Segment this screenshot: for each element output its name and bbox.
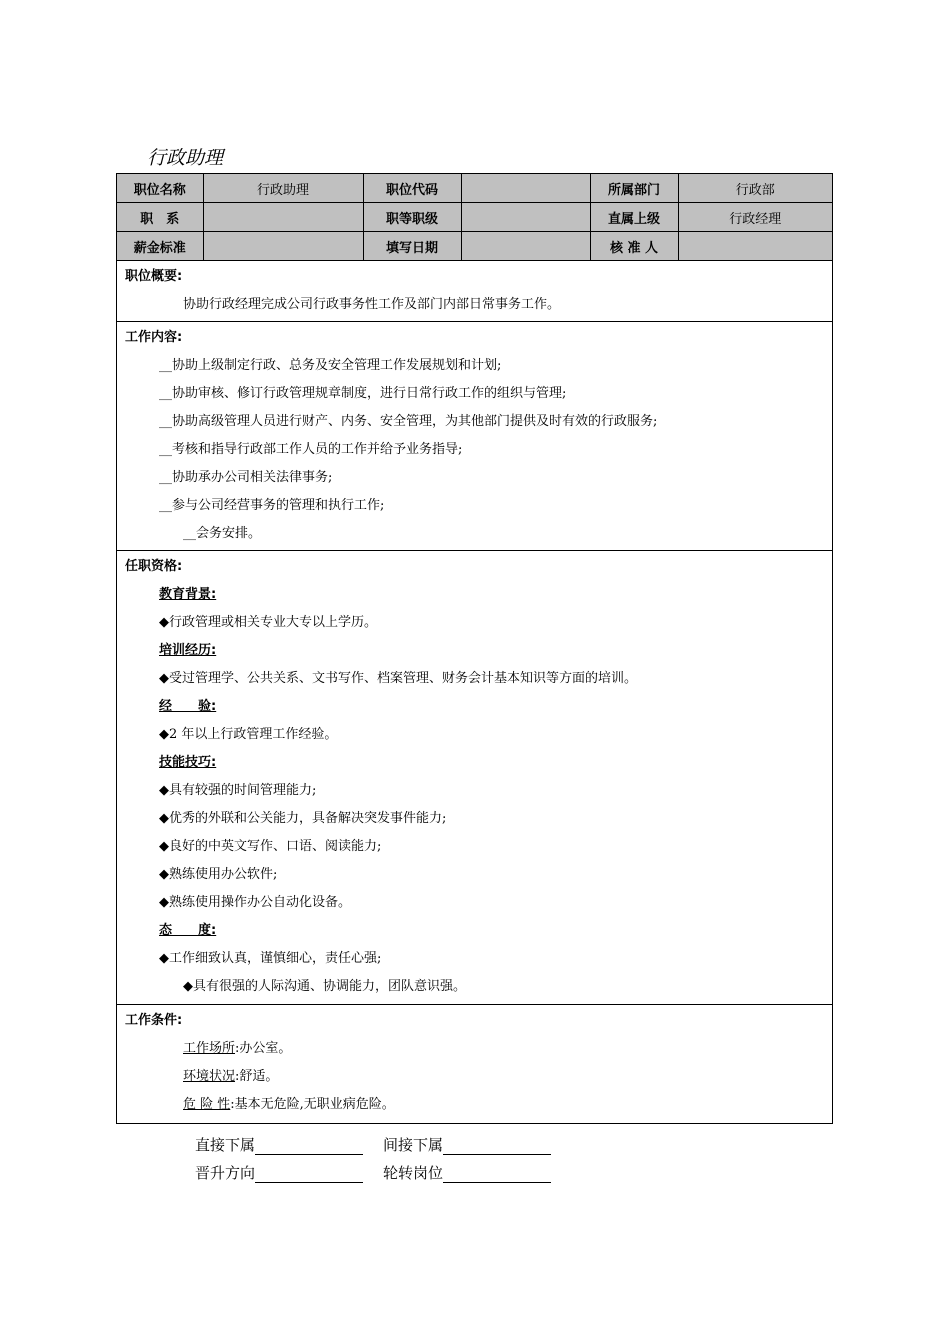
education-text: ◆行政管理或相关专业大专以上学历。	[159, 615, 377, 630]
footer-rotation	[383, 1162, 551, 1183]
duty-item: __考核和指导行政部工作人员的工作并给予业务指导;	[159, 442, 463, 457]
summary-text: 协助行政经理完成公司行政事务性工作及部门内部日常事务工作。	[183, 297, 561, 312]
education-label: 教育背景:	[159, 587, 217, 602]
label-position-code: 职位代码	[363, 174, 461, 203]
skill-item: ◆良好的中英文写作、口语、阅读能力;	[159, 839, 382, 854]
experience-label: 经 验:	[159, 699, 217, 714]
environment-value: :舒适。	[235, 1069, 279, 1084]
qualifications-section	[117, 551, 832, 1005]
label-department: 所属部门	[590, 174, 678, 203]
footer-direct-sub	[195, 1134, 363, 1155]
training-text: ◆受过管理学、公共关系、文书写作、档案管理、财务会计基本知识等方面的培训。	[159, 671, 637, 686]
indirect-sub-blank[interactable]	[443, 1138, 551, 1155]
attitude-item: ◆具有很强的人际沟通、协调能力，团队意识强。	[183, 979, 466, 994]
header-row	[117, 232, 832, 261]
label-salary: 薪金标准	[117, 232, 203, 261]
duty-item: __协助审核、修订行政管理规章制度，进行日常行政工作的组织与管理;	[159, 386, 567, 401]
duty-item: __协助承办公司相关法律事务;	[159, 470, 333, 485]
duty-item: __协助高级管理人员进行财产、内务、安全管理，为其他部门提供及时有效的行政服务;	[159, 414, 658, 429]
direct-sub-label: 直接下属	[195, 1136, 256, 1154]
attitude-label: 态 度:	[159, 923, 217, 938]
summary-section	[117, 261, 832, 322]
summary-title: 职位概要:	[125, 269, 183, 284]
duties-title: 工作内容:	[125, 330, 183, 345]
promotion-label: 晋升方向	[195, 1164, 256, 1182]
footer-promotion	[195, 1162, 363, 1183]
promotion-blank[interactable]	[255, 1166, 363, 1183]
workplace-value: :办公室。	[235, 1041, 292, 1056]
value-position-code	[461, 174, 590, 203]
environment-label: 环境状况	[183, 1069, 236, 1084]
label-fill-date: 填写日期	[363, 232, 461, 261]
value-supervisor: 行政经理	[678, 203, 832, 232]
risk-value: :基本无危险,无职业病危险。	[230, 1097, 395, 1112]
direct-sub-blank[interactable]	[255, 1138, 363, 1155]
header-table	[117, 174, 832, 261]
skills-label: 技能技巧:	[159, 755, 217, 770]
label-grade: 职等职级	[363, 203, 461, 232]
attitude-item: ◆工作细致认真，谨慎细心，责任心强;	[159, 951, 382, 966]
risk-line	[183, 1095, 395, 1115]
skill-item: ◆优秀的外联和公关能力，具备解决突发事件能力;	[159, 811, 447, 826]
environment-line	[183, 1067, 278, 1087]
training-label: 培训经历:	[159, 643, 217, 658]
label-job-family: 职 系	[117, 203, 203, 232]
label-supervisor: 直属上级	[590, 203, 678, 232]
job-description-form	[116, 173, 833, 1124]
header-row	[117, 203, 832, 232]
workplace-label: 工作场所	[183, 1041, 236, 1056]
skill-item: ◆熟练使用操作办公自动化设备。	[159, 895, 351, 910]
skill-item: ◆具有较强的时间管理能力;	[159, 783, 317, 798]
duty-item: __协助上级制定行政、总务及安全管理工作发展规划和计划;	[159, 358, 502, 373]
value-grade	[461, 203, 590, 232]
duties-section	[117, 322, 832, 551]
rotation-blank[interactable]	[443, 1166, 551, 1183]
duty-item: __会务安排。	[183, 526, 262, 541]
label-position-name: 职位名称	[117, 174, 203, 203]
value-department: 行政部	[678, 174, 832, 203]
footer-indirect-sub	[383, 1134, 551, 1155]
conditions-section	[117, 1005, 832, 1123]
value-position-name: 行政助理	[203, 174, 363, 203]
experience-text: ◆2 年以上行政管理工作经验。	[159, 727, 338, 742]
workplace-line	[183, 1039, 291, 1059]
value-salary	[203, 232, 363, 261]
conditions-title: 工作条件:	[125, 1013, 183, 1028]
value-approver	[678, 232, 832, 261]
indirect-sub-label: 间接下属	[383, 1136, 444, 1154]
skill-item: ◆熟练使用办公软件;	[159, 867, 278, 882]
qualifications-title: 任职资格:	[125, 559, 183, 574]
page-title: 行政助理	[147, 147, 224, 169]
header-row	[117, 174, 832, 203]
rotation-label: 轮转岗位	[383, 1164, 444, 1182]
duty-item: __参与公司经营事务的管理和执行工作;	[159, 498, 385, 513]
risk-label: 危 险 性	[183, 1097, 231, 1112]
value-fill-date	[461, 232, 590, 261]
label-approver: 核 准 人	[590, 232, 678, 261]
value-job-family	[203, 203, 363, 232]
